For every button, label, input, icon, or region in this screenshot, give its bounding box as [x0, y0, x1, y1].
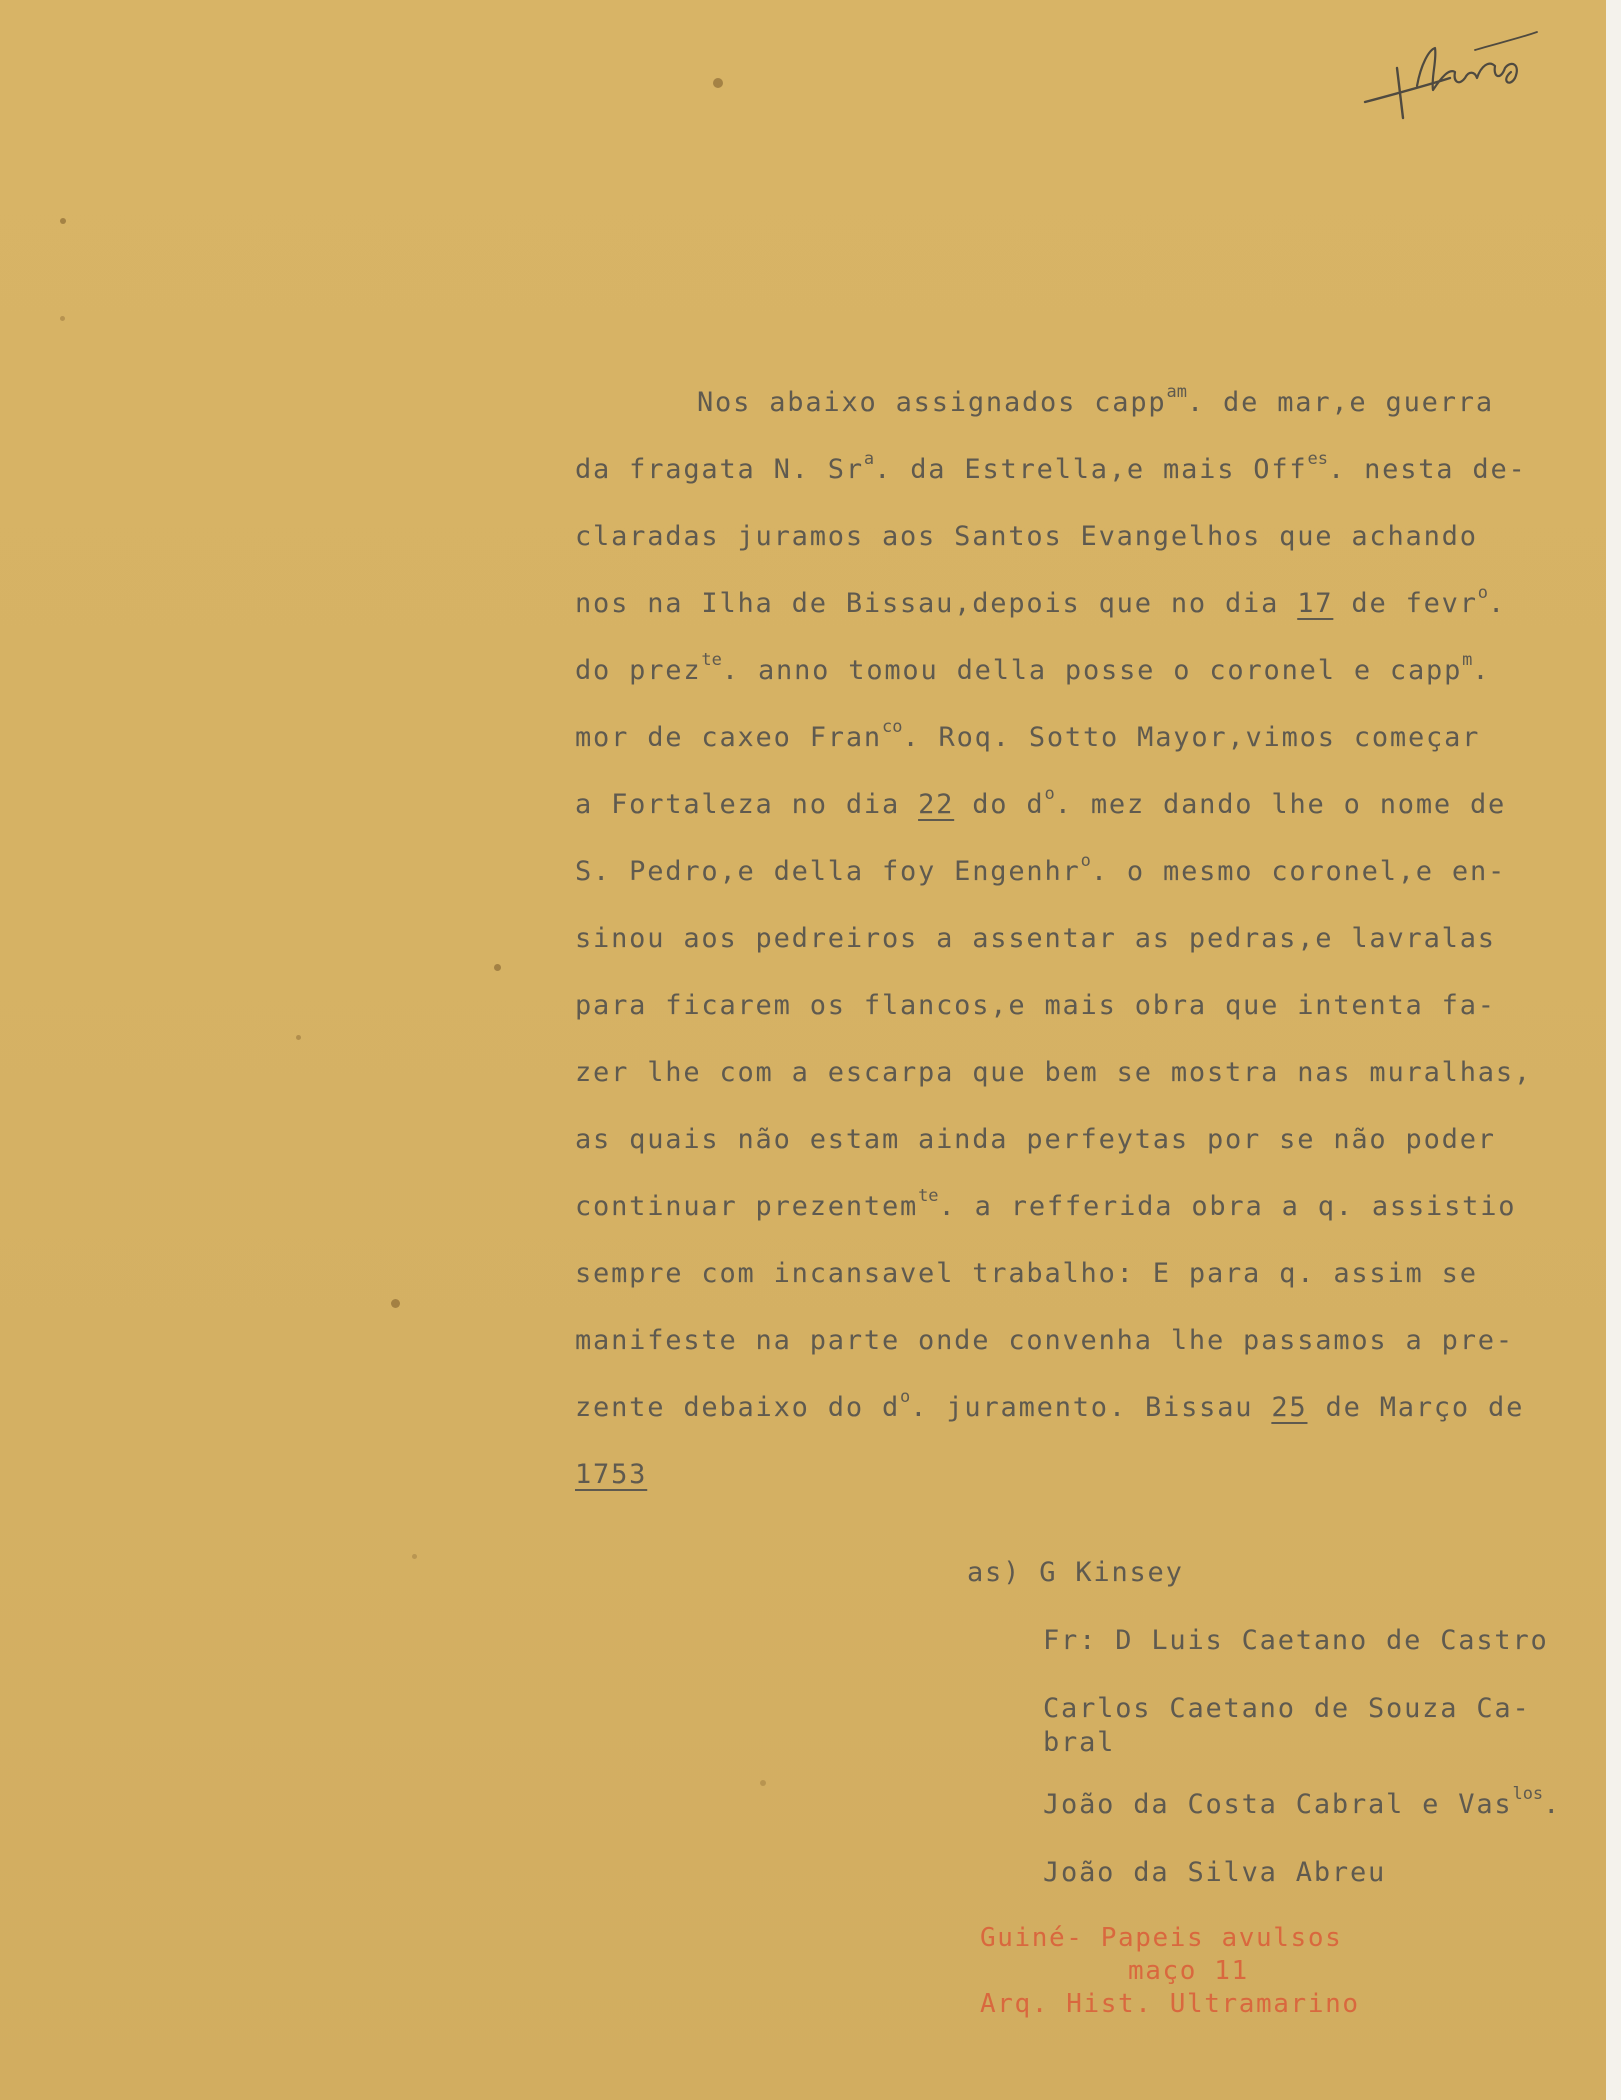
text-segment: sempre com incansavel trabalho: E para q. assim se — [575, 1258, 1478, 1289]
body-line — [575, 852, 1605, 919]
superscript-abbreviation: co — [881, 717, 903, 737]
text-segment: do prez — [575, 655, 702, 686]
signature-name — [1043, 1784, 1562, 1822]
underlined-number: 25 — [1271, 1392, 1308, 1423]
text-segment: . — [1488, 588, 1507, 619]
handwritten-corner-note — [1355, 20, 1545, 130]
body-line — [575, 919, 1605, 986]
text-segment: Nos abaixo assignados capp — [697, 387, 1167, 418]
text-segment: . Roq. Sotto Mayor,vimos começar — [902, 722, 1481, 753]
superscript-abbreviation: am — [1166, 382, 1187, 402]
text-segment: a Fortaleza no dia — [575, 789, 919, 820]
text-segment: S. Pedro,e della foy Engenhr — [575, 856, 1081, 887]
paper-spot — [412, 1554, 417, 1559]
text-segment: zer lhe com a escarpa que bem se mostra nas muralhas, — [575, 1057, 1532, 1088]
underlined-number: 17 — [1297, 588, 1334, 619]
paper-spot — [713, 78, 723, 88]
text-segment: claradas juramos aos Santos Evangelhos que achando — [575, 521, 1478, 552]
scan-edge — [1606, 0, 1621, 2100]
document-body — [575, 383, 1605, 1522]
body-line — [575, 1187, 1605, 1254]
text-segment: . — [1543, 1789, 1562, 1820]
body-line — [575, 1321, 1605, 1388]
archive-stamp-line: maço 11 — [1128, 1956, 1249, 1986]
text-segment: sinou aos pedreiros a assentar as pedras,e lavralas — [575, 923, 1496, 954]
signature-name: Fr: D Luis Caetano de Castro — [1043, 1625, 1549, 1656]
text-segment: da fragata N. Sr — [575, 454, 864, 485]
underlined-number: 22 — [918, 789, 955, 820]
text-segment: manifeste na parte onde convenha lhe passamos a pre- — [575, 1325, 1514, 1356]
text-segment: . nesta de- — [1327, 454, 1527, 485]
body-line — [575, 651, 1605, 718]
paper-spot — [60, 218, 66, 224]
signature-name: Carlos Caetano de Souza Ca- bral — [1043, 1693, 1531, 1758]
body-line — [575, 517, 1605, 584]
superscript-abbreviation: o — [1477, 583, 1489, 603]
signature-name: as) G Kinsey — [967, 1557, 1184, 1588]
body-line — [575, 1254, 1605, 1321]
paper-spot — [296, 1035, 301, 1040]
text-segment: . juramento. Bissau — [910, 1392, 1272, 1423]
body-line — [575, 718, 1605, 785]
text-segment: . da Estrella,e mais Off — [874, 454, 1308, 485]
text-segment: . anno tomou della posse o coronel e capp — [721, 655, 1463, 686]
superscript-abbreviation: o — [1044, 784, 1055, 804]
body-line — [575, 1053, 1605, 1120]
superscript-abbreviation: te — [701, 650, 722, 670]
archive-stamp-line: Guiné- Papeis avulsos — [980, 1923, 1343, 1953]
body-line — [575, 1120, 1605, 1187]
text-segment: zente debaixo do d — [575, 1392, 900, 1423]
underlined-number: 1753 — [575, 1459, 648, 1490]
body-line — [575, 986, 1605, 1053]
superscript-abbreviation: m — [1462, 650, 1473, 670]
body-line — [575, 584, 1605, 651]
text-segment: de fevr — [1333, 588, 1478, 619]
superscript-abbreviation: es — [1307, 449, 1328, 469]
archive-stamp-line: Arq. Hist. Ultramarino — [980, 1989, 1360, 2019]
signature-name: João da Silva Abreu — [1043, 1857, 1387, 1888]
text-segment: de Março de — [1307, 1392, 1525, 1423]
text-segment: para ficarem os flancos,e mais obra que intenta fa- — [575, 990, 1496, 1021]
body-line — [575, 785, 1605, 852]
paper-spot — [494, 964, 501, 971]
text-segment: do d — [954, 789, 1045, 820]
superscript-abbreviation: te — [918, 1186, 939, 1206]
body-line — [575, 1388, 1605, 1455]
text-segment: as quais não estam ainda perfeytas por se não poder — [575, 1124, 1496, 1155]
text-segment: . a refferida obra a q. assistio — [938, 1191, 1517, 1222]
paper-spot — [391, 1299, 400, 1308]
archive-stamp — [980, 1922, 1360, 2021]
text-segment: . mez dando lhe o nome de — [1054, 789, 1507, 820]
text-segment: . — [1472, 655, 1491, 686]
body-line — [575, 1455, 1605, 1522]
paper-spot — [60, 316, 65, 321]
body-line — [575, 450, 1605, 517]
text-segment: nos na Ilha de Bissau,depois que no dia — [575, 588, 1298, 619]
text-segment: mor de caxeo Fran — [575, 722, 882, 753]
text-segment: . o mesmo coronel,e en- — [1090, 856, 1507, 887]
superscript-abbreviation: los — [1512, 1784, 1544, 1804]
body-line — [575, 383, 1605, 450]
text-segment: continuar prezentem — [575, 1191, 919, 1222]
text-segment: . de mar,e guerra — [1186, 387, 1494, 418]
paper-spot — [760, 1780, 766, 1786]
superscript-abbreviation: o — [1080, 851, 1091, 871]
superscript-abbreviation: o — [900, 1387, 911, 1407]
text-segment: João da Costa Cabral e Vas — [1043, 1789, 1513, 1820]
superscript-abbreviation: a — [863, 449, 875, 469]
